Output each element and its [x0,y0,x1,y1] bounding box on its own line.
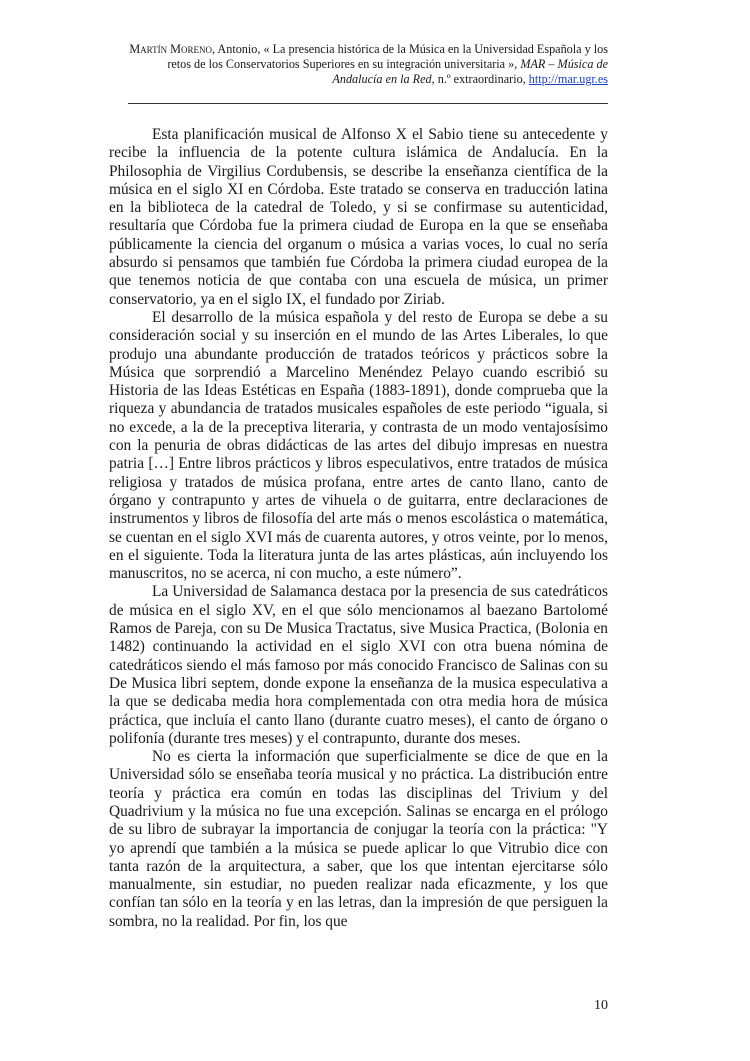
header-journal: MAR – Música de Andalucía en la Red [332,57,608,86]
running-header [128,42,608,87]
paragraph-2: El desarrollo de la música española y del resto de Europa se debe a su consideración social y su inserción en el mundo de las Artes Liberales, lo que produjo una abundante producción de tratados teóricos y prácticos sobre la Música que sorprendió a Marcelino Menéndez Pelayo cuando escribió su Historia de las Ideas Estéticas en España (1883-1891), donde comprueba que la riqueza y abundancia de tratados musicales españoles de este periodo “iguala, si no excede, a la de la preceptiva literaria, y contrasta de un modo ventajosísimo con la penuria de obras didácticas de las artes del dibujo impresas en nuestra patria […] Entre libros prácticos y libros especulativos, entre tratados de música religiosa y tratados de música profana, entre artes de canto llano, canto de órgano y contrapunto y artes de vihuela o de guitarra, entre declaraciones de instrumentos y libros de filosofía del arte más o menos escolástica o matemática, se cuentan en el siglo XVI más de cuarenta autores, y otros veinte, por lo menos, en el siguiente. Toda la literatura junta de las artes plásticas, aún incluyendo los manuscritos, no se acerca, ni con mucho, a este número”. [109,308,608,583]
header-citation: , Antonio, « La presencia histórica de la Música en la Universidad Española y los retos de los Conservatorios Superiores en su integración universitaria », [167,42,608,71]
header-author: Martín Moreno [129,42,212,56]
header-issue: , n.º extraordinario, [431,72,529,86]
paragraph-1: Esta planificación musical de Alfonso X el Sabio tiene su antecedente y recibe la influencia de la potente cultura islámica de Andalucía. En la Philosophia de Virgilius Cordubensis, se describe la enseñanza científica de la música en el siglo XI en Córdoba. Este tratado se conserva en traducción latina en la biblioteca de la catedral de Toledo, y si se confirmase su autenticidad, resultaría que Córdoba fue la primera ciudad de Europa en la que se enseñaba públicamente la ciencia del organum o música a varias voces, lo cual no sería absurdo si pensamos que también fue Córdoba la primera ciudad europea de la que tenemos noticia de que contaba con una escuela de música, un primer conservatorio, ya en el siglo IX, el fundado por Ziriab. [109,126,608,308]
page-number: 10 [594,998,608,1013]
header-url-link[interactable]: http://mar.ugr.es [528,72,608,86]
header-rule [128,103,608,104]
paragraph-4: No es cierta la información que superficialmente se dice de que en la Universidad sólo se enseñaba teoría musical y no práctica. La distribución entre teoría y práctica era común en todas las disciplinas del Trivium y del Quadrivium y la música no fue una excepción. Salinas se encarga en el prólogo de su libro de subrayar la importancia de conjugar la teoría con la práctica: "Y yo aprendí que también a la música se puede aplicar lo que Vitrubio dice con tanta razón de la arquitectura, a saber, que los que intentan ejercitarse sólo manualmente, sin estudiar, no pueden realizar nada eficazmente, y los que confían tan sólo en la teoría y en las letras, dan la impresión de que persiguen la sombra, no la realidad. Por fin, los que [109,748,608,930]
paragraph-3: La Universidad de Salamanca destaca por la presencia de sus catedráticos de música en el siglo XV, en el que sólo mencionamos al baezano Bartolomé Ramos de Pareja, con su De Musica Tractatus, sive Musica Practica, (Bolonia en 1482) continuando la actividad en el siglo XVI con otra buena nómina de catedráticos siendo el más famoso por más conocido Francisco de Salinas con su De Musica libri septem, donde expone la enseñanza de la musica especulativa a la que se dedicaba media hora complementada con otra media hora de música práctica, que incluía el canto llano (durante cuatro meses), el canto de órgano o polifonía (durante tres meses) y el contrapunto, durante dos meses. [109,583,608,747]
body-text [109,126,608,931]
